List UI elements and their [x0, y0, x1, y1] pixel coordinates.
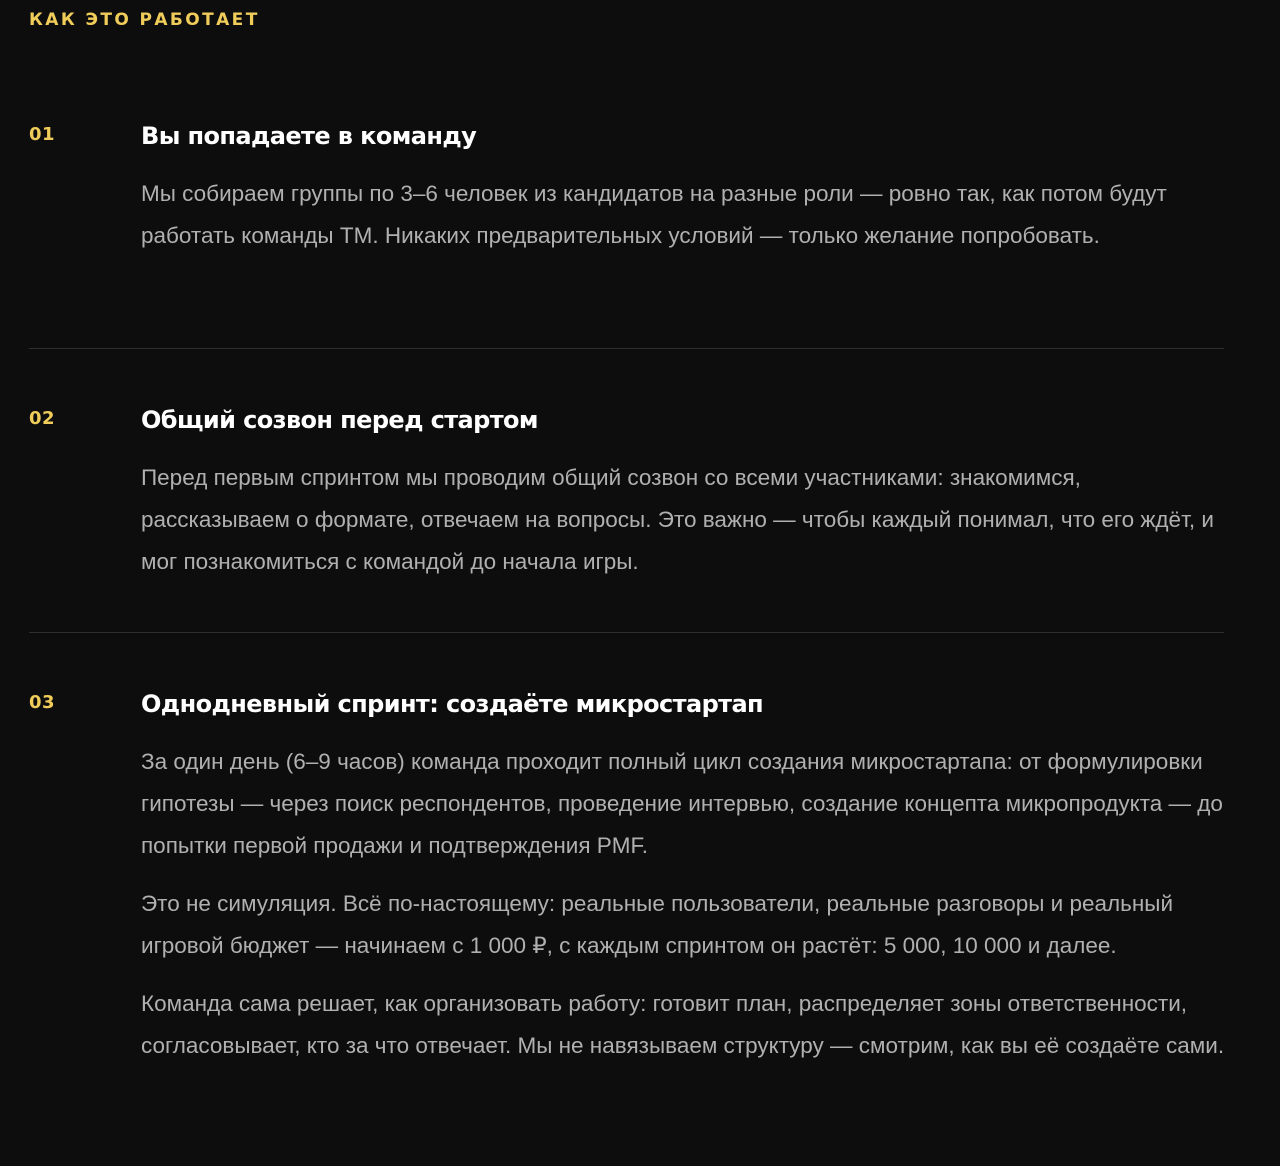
step-paragraph: Мы собираем группы по 3–6 человек из кандидатов на разные роли — ровно так, как потом будут работать команды ТМ. Никаких предварительных условий — только желание попробовать.: [141, 181, 1167, 248]
step-description: [141, 173, 1231, 273]
step-paragraph: Команда сама решает, как организовать работу: готовит план, распределяет зоны ответственности, согласовывает, кто за что отвечает. Мы не навязываем структуру — смотрим, как вы её создаёте сами.: [141, 991, 1225, 1058]
step-description: [141, 741, 1231, 1083]
step-paragraph: За один день (6–9 часов) команда проходит полный цикл создания микростартапа: от формулировки гипотезы — через поиск респондентов, проведение интервью, создание концепта микропродукта — до попытки первой продажи и подтверждения PMF.: [141, 749, 1223, 858]
step-title: Вы попадаете в команду: [141, 122, 477, 150]
step-number: 03: [29, 692, 56, 713]
step-number: 02: [29, 408, 56, 429]
step-number: 01: [29, 124, 56, 145]
section-eyebrow: КАК ЭТО РАБОТАЕТ: [29, 10, 260, 30]
step-divider: [29, 348, 1224, 349]
step-title: Общий созвон перед стартом: [141, 406, 538, 434]
step-paragraph: Это не симуляция. Всё по-настоящему: реальные пользователи, реальные разговоры и реальный игровой бюджет — начинаем с 1 000 ₽, с каждым спринтом он растёт: 5 000, 10 000 и далее.: [141, 891, 1174, 958]
step-title: Однодневный спринт: создаёте микростартап: [141, 690, 764, 718]
step-paragraph: Перед первым спринтом мы проводим общий созвон со всеми участниками: знакомимся, рассказываем о формате, отвечаем на вопросы. Это важно — чтобы каждый понимал, что его ждёт, и мог познакомиться с командой до начала игры.: [141, 465, 1214, 574]
step-divider: [29, 632, 1224, 633]
step-description: [141, 457, 1231, 599]
